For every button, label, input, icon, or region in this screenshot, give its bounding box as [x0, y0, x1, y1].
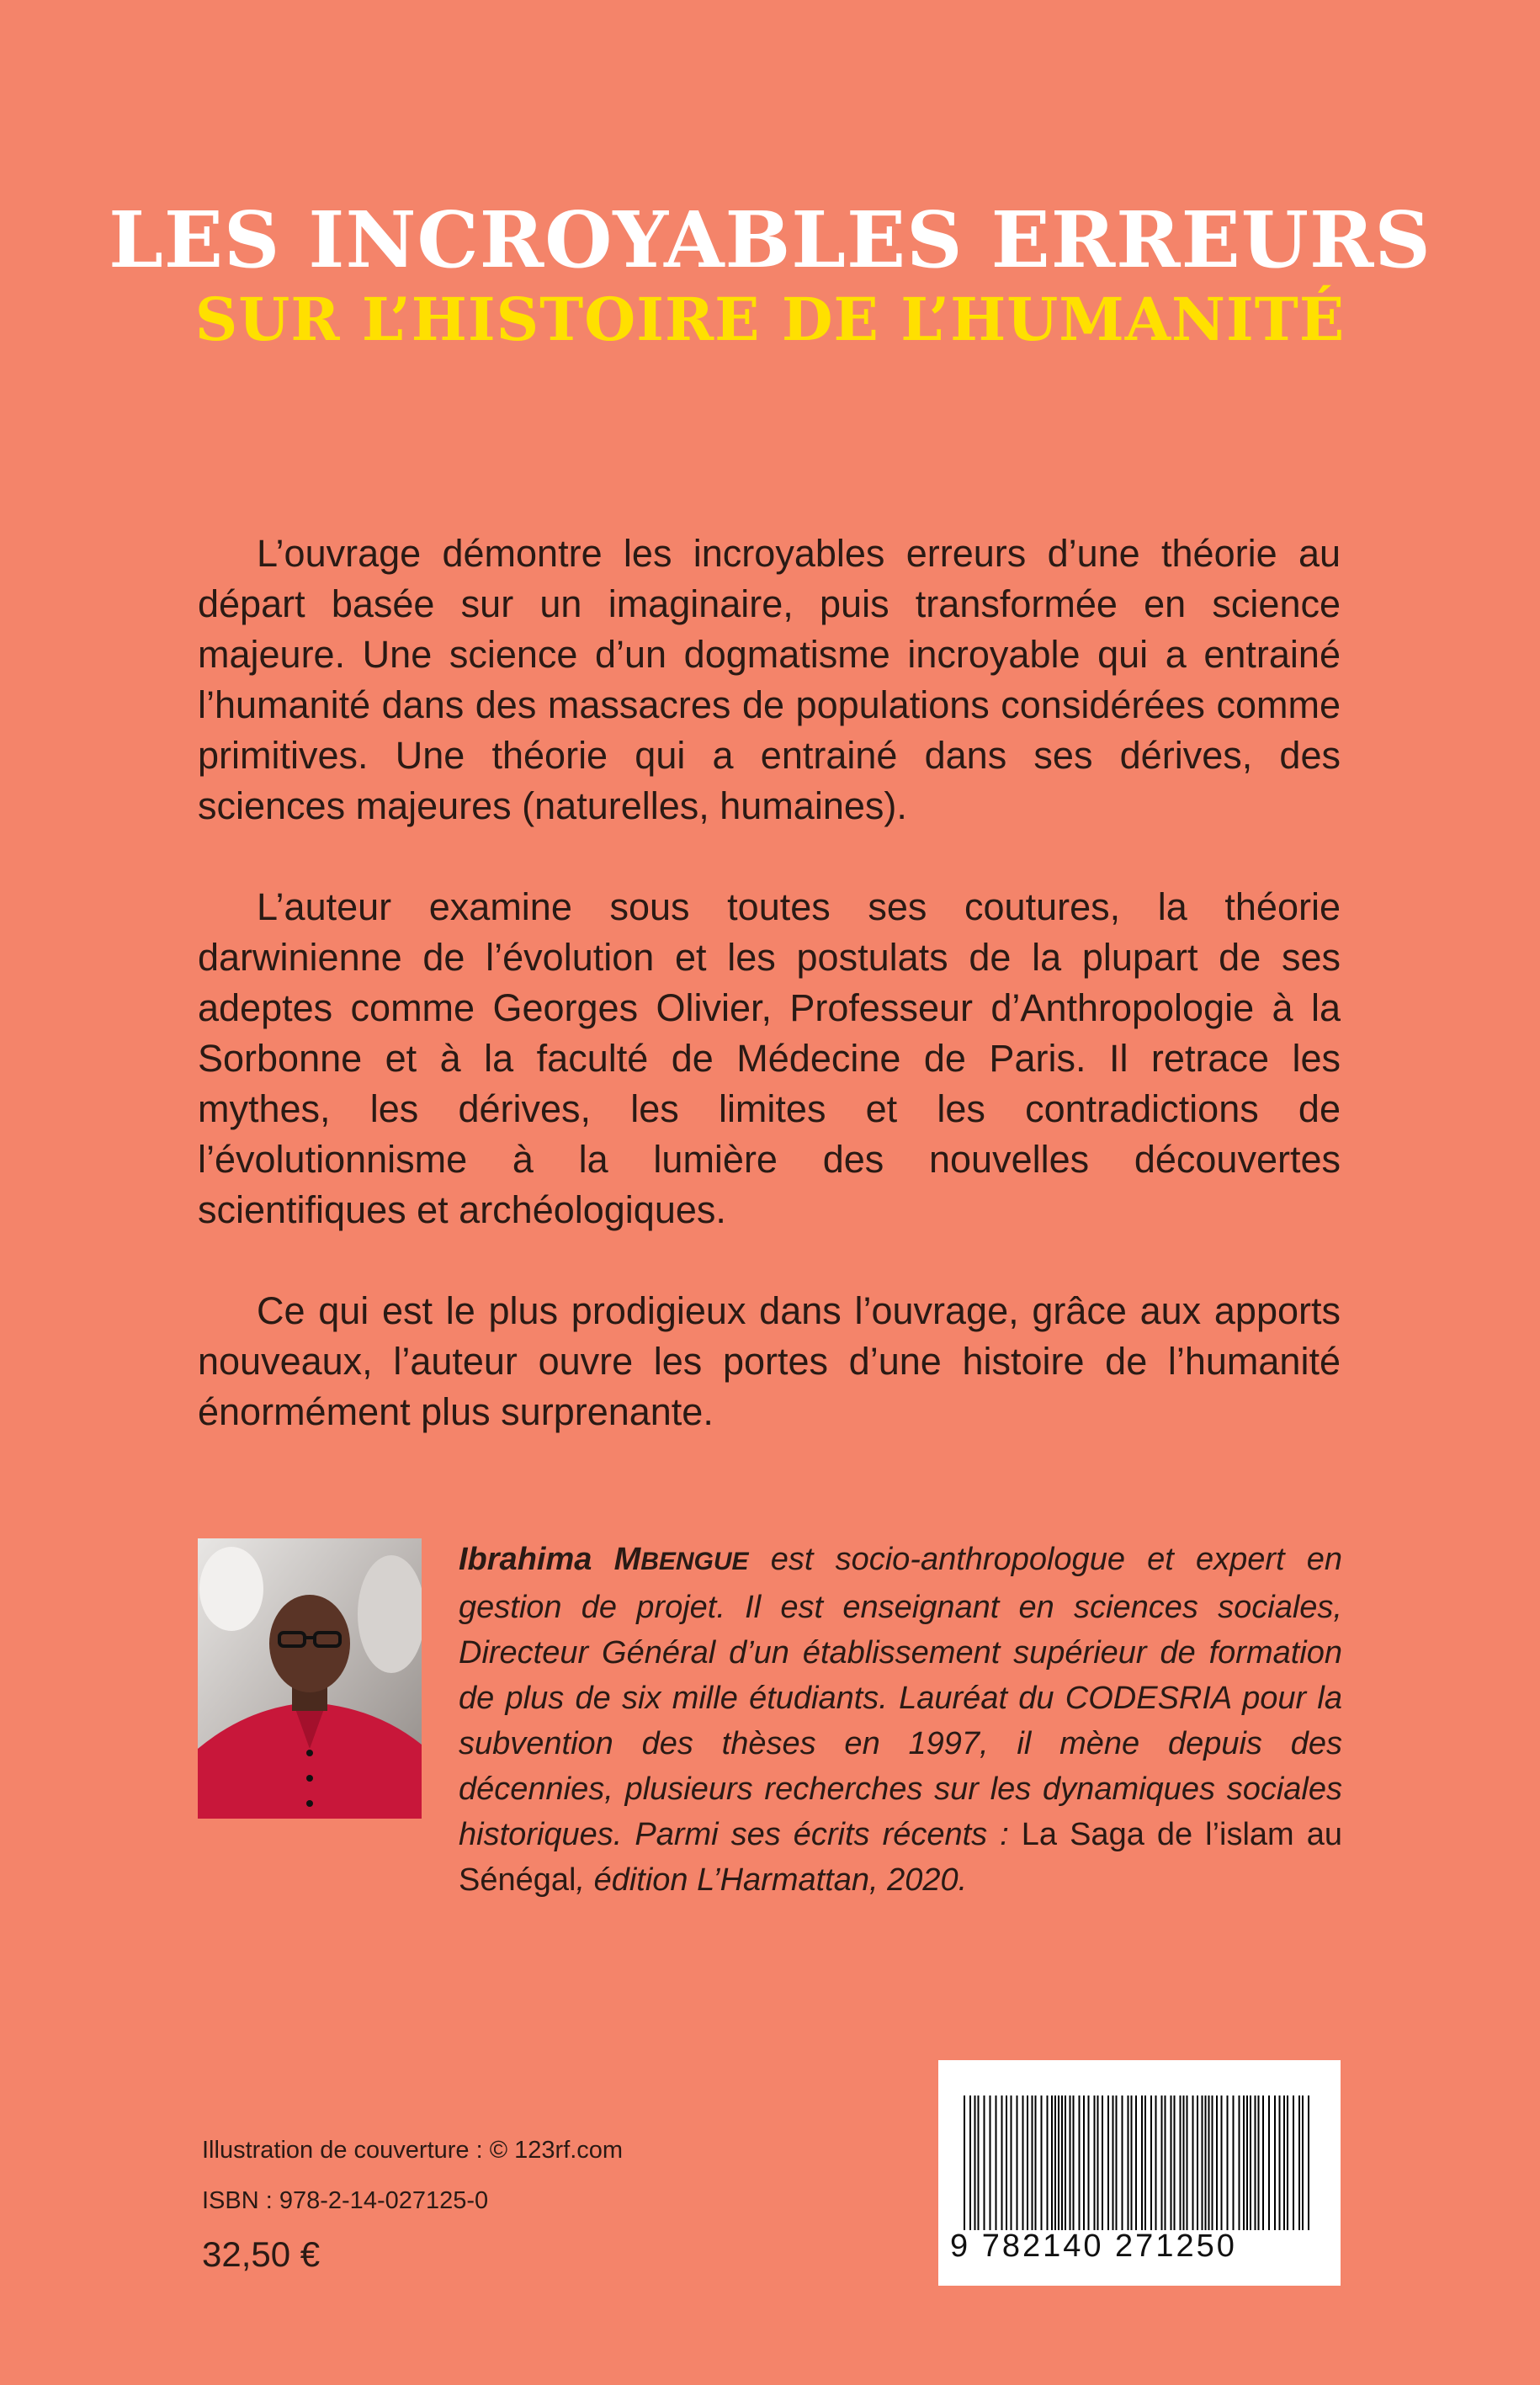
- author-recent-work: La Saga de l’islam au Sénégal: [459, 1817, 1342, 1898]
- illustration-credit: Illustration de couverture : © 123rf.com: [202, 2137, 624, 2164]
- author-edition: , édition L’Harmattan, 2020.: [576, 1862, 968, 1898]
- author-bio: [459, 1537, 1342, 1903]
- book-subtitle: SUR L’HISTOIRE DE L’HUMANITÉ: [194, 284, 1346, 354]
- author-photo: [198, 1538, 422, 1819]
- author-portrait-icon: [198, 1538, 422, 1819]
- price: 32,50 €: [202, 2234, 321, 2274]
- blurb-paragraph: Ce qui est le plus prodigieux dans l’ouvrage, grâce aux apports nouveaux, l’auteur ouvre les portes d’une histoire de l’humanité énormément plus surprenante.: [198, 1289, 1341, 1433]
- blurb-paragraph: L’ouvrage démontre les incroyables erreurs d’une théorie au départ basée sur un imaginaire, puis transformée en science majeure. Une science d’un dogmatisme incroyable qui a entrainé l’humanité dans des massacres de populations considérées comme primitives. Une théorie qui a entrainé dans ses dérives, des sciences majeures (naturelles, humaines).: [198, 532, 1341, 827]
- barcode-icon: [964, 2096, 1315, 2230]
- cover-title-block: [0, 194, 1540, 358]
- author-last-name-initial: M: [613, 1542, 641, 1577]
- author-bio-text: est socio-anthropologue et expert en gestion de projet. Il est enseignant en sciences sociales, Directeur Général d’un établissement supérieur de formation de plus de six mille étudiants. Lauréat du CODESRIA pour la subvention des thèses en 1997, il mène depuis des décennies, plusieurs recherches sur les dynamiques sociales historiques. Parmi ses écrits récents :: [459, 1542, 1343, 1852]
- back-cover-blurb: [198, 529, 1341, 1488]
- blurb-paragraph: L’auteur examine sous toutes ses coutures, la théorie darwinienne de l’évolution et les postulats de la plupart de ses adeptes comme Georges Olivier, Professeur d’Anthropologie à la Sorbonne et à la faculté de Médecine de Paris. Il retrace les mythes, les dérives, les limites et les contradictions de l’évolutionnisme à la lumière des nouvelles découvertes scientifiques et archéologiques.: [198, 885, 1341, 1231]
- author-last-name-rest: BENGUE: [640, 1548, 749, 1575]
- book-title: LES INCROYABLES ERREURS: [109, 194, 1431, 285]
- barcode: [938, 2060, 1341, 2286]
- author-first-name: Ibrahima: [459, 1542, 592, 1577]
- publication-info: [202, 2131, 623, 2277]
- isbn: ISBN : 978-2-14-027125-0: [202, 2187, 489, 2214]
- barcode-number: 9 782140 271250: [950, 2228, 1237, 2264]
